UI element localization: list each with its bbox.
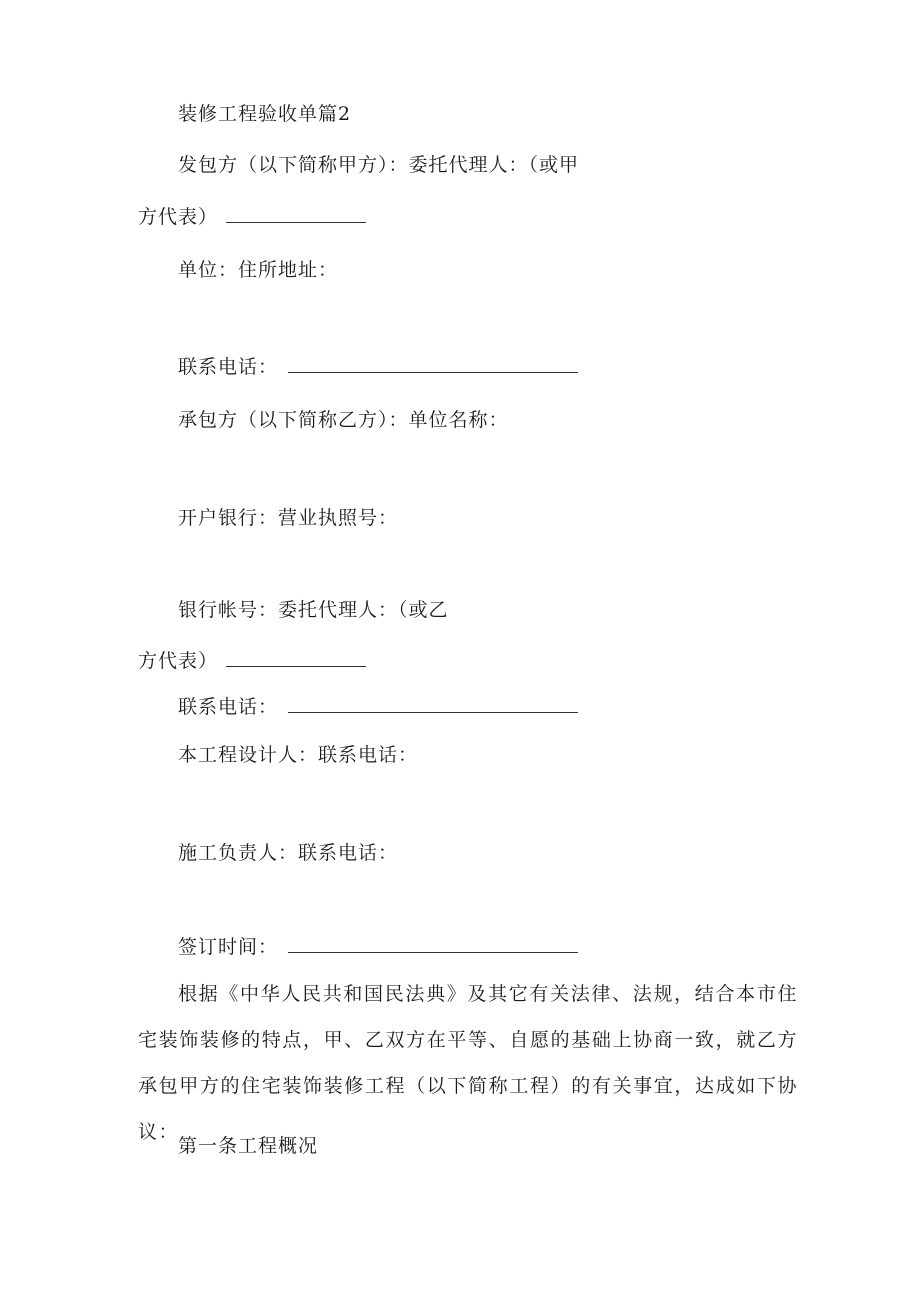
construction-lead-text: 施工负责人：联系电话： [178, 842, 399, 864]
construction-lead-line [178, 840, 398, 866]
sign-time-blank[interactable] [288, 934, 578, 953]
party-a-phone [178, 354, 578, 380]
party-a-line-1-text: 发包方（以下简称甲方）：委托代理人：（或甲 [178, 154, 580, 176]
party-b-account [178, 597, 449, 623]
designer-text: 本工程设计人：联系电话： [178, 744, 419, 766]
party-a-unit-text: 单位：住所地址： [178, 259, 339, 281]
party-b-phone-blank[interactable] [288, 694, 578, 713]
body-paragraph: 根据《中华人民共和国民法典》及其它有关法律、法规，结合本市住宅装饰装修的特点，甲、乙双方在平等、自愿的基础上协商一致，就乙方承包甲方的住宅装饰装修工程（以下简称工程）的有关事宜，达成如下协议： [138, 983, 798, 1143]
party-a-rep-blank[interactable] [226, 204, 366, 223]
party-b-line-2 [138, 648, 366, 674]
party-b-phone-label: 联系电话： [178, 696, 279, 718]
party-a-line-2 [138, 204, 366, 230]
party-a-line-2-text: 方代表） [138, 206, 219, 228]
party-b-line-2-text: 方代表） [138, 650, 219, 672]
party-a-unit [178, 257, 338, 283]
party-a-phone-blank[interactable] [288, 354, 578, 373]
article-1-text: 第一条工程概况 [178, 1135, 319, 1157]
sign-time-label: 签订时间： [178, 936, 279, 958]
designer-line [178, 742, 418, 768]
party-b-account-text: 银行帐号：委托代理人：（或乙 [178, 599, 449, 621]
document-title [178, 101, 351, 127]
party-b-rep-blank[interactable] [226, 648, 366, 667]
article-1-heading [178, 1133, 318, 1159]
party-b-bank [178, 505, 398, 531]
party-b-phone [178, 694, 578, 720]
party-a-phone-label: 联系电话： [178, 356, 279, 378]
party-b-line-1-text: 承包方（以下简称乙方）：单位名称： [178, 409, 509, 431]
party-a-line-1 [178, 152, 579, 178]
sign-time-line [178, 934, 578, 960]
party-b-bank-text: 开户银行：营业执照号： [178, 507, 399, 529]
document-title-text: 装修工程验收单篇2 [178, 103, 352, 125]
party-b-line-1 [178, 407, 509, 433]
